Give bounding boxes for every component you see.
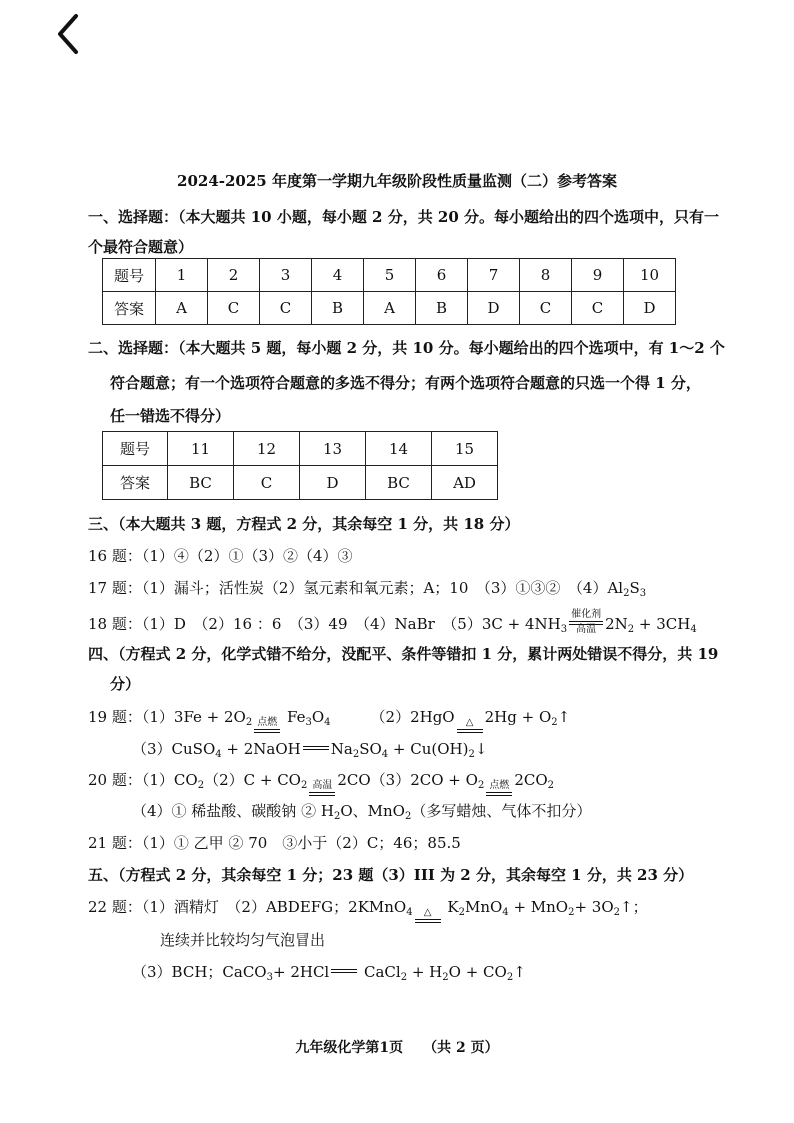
table-cell: 12 <box>234 432 300 466</box>
answer-22-line1: 22 题：（1）酒精灯 （2）ABDEFG；2KMnO$_4$ △ $K_2MnO_4 + MnO_2+$ $3O_2↑$； <box>88 896 648 934</box>
table-row-numbers <box>103 259 676 292</box>
table-row-numbers <box>103 432 498 466</box>
answer-21: 21 题：（1）① 乙甲 ② 70 ③小于（2）C；46；85.5 <box>88 834 461 852</box>
table-cell: 1 <box>156 259 208 292</box>
section2-heading-line3: 任一错选不得分） <box>110 407 231 425</box>
reaction-condition: △ <box>415 908 441 934</box>
table-cell: A <box>364 292 416 325</box>
reaction-condition: 高温 <box>309 781 335 807</box>
table-cell: C <box>260 292 312 325</box>
table-row-label: 答案 <box>103 292 156 325</box>
table-cell: 14 <box>366 432 432 466</box>
reaction-condition: 点燃 <box>254 718 280 744</box>
table-cell: 13 <box>300 432 366 466</box>
reaction-condition: 催化剂 高温 <box>571 609 602 635</box>
table-cell: D <box>624 292 676 325</box>
table-row-answers <box>103 466 498 500</box>
table-cell: BC <box>168 466 234 500</box>
table-cell: 5 <box>364 259 416 292</box>
answer-22-line2: 连续并比较均匀气泡冒出 <box>160 931 326 949</box>
answer-18: 18 题：（1）D （2）16 ：6 （3）49 （4）NaBr $(5)3C + 4NH_3$ 催化剂 高温 $2N_2 + 3CH_4$ <box>88 609 697 635</box>
table-row-label: 题号 <box>103 259 156 292</box>
answer-20-line2: （4）① 稀盐酸、碳酸钠 ② $H_2O$、MnO$_2$（多写蜡烛、气体不扣分） <box>132 802 592 822</box>
table-cell: C <box>520 292 572 325</box>
table-cell: B <box>416 292 468 325</box>
section5-heading: 五、（方程式 2 分，其余每空 1 分；23 题（3）III 为 2 分，其余每空 1 分，共 23 分） <box>88 866 694 884</box>
table-cell: D <box>300 466 366 500</box>
table-cell: BC <box>366 466 432 500</box>
table-cell: 9 <box>572 259 624 292</box>
table-cell: 2 <box>208 259 260 292</box>
table-cell: 8 <box>520 259 572 292</box>
section4-heading-line1: 四、（方程式 2 分，化学式错不给分，没配平、条件等错扣 1 分，累计两处错误不得分，共 19 <box>88 645 719 663</box>
table-cell: B <box>312 292 364 325</box>
table-cell: AD <box>432 466 498 500</box>
table-cell: 7 <box>468 259 520 292</box>
chevron-left-icon <box>52 12 92 56</box>
footer-total: （共 2 页） <box>423 1040 499 1056</box>
section2-heading-line1: 二、选择题：（本大题共 5 题，每小题 2 分，共 10 分。每小题给出的四个选项中，有 1～2 个 <box>88 339 725 357</box>
section2-heading-line2: 符合题意；有一个选项符合题意的多选不得分；有两个选项符合题意的只选一个得 1 分， <box>110 374 701 392</box>
table-cell: C <box>208 292 260 325</box>
answer-19-line2: （3）CuSO$_4$ + 2NaOH $Na_2SO_4$ + $Cu(OH)_2↓$ <box>132 740 488 760</box>
answer-17: 17 题：（1）漏斗；活性炭（2）氢元素和氧元素；A；10 （3）①③② $(4)Al_2S_3$ <box>88 579 647 599</box>
reaction-condition: 点燃 <box>486 781 512 807</box>
section4-heading-line2: 分） <box>110 675 141 693</box>
table-cell: C <box>572 292 624 325</box>
table-row-label: 答案 <box>103 466 168 500</box>
answer-22-line3: （3）BCH；CaCO$_3$+ 2HCl CaCl$_2$ + $H_2O$ + $CO_2↑$ <box>132 963 526 983</box>
page-title: 2024-2025 年度第一学期九年级阶段性质量监测（二）参考答案 <box>177 172 617 190</box>
table-row-label: 题号 <box>103 432 168 466</box>
table-cell: 10 <box>624 259 676 292</box>
table-cell: 3 <box>260 259 312 292</box>
table-cell: D <box>468 292 520 325</box>
back-button[interactable] <box>52 12 92 56</box>
answer-19-line1: 19 题：$(1)3Fe + 2O_2$ 点燃 $Fe_3O_4$ （2）2HgO △ $2Hg + O_2↑$ <box>88 706 570 744</box>
table-cell: C <box>234 466 300 500</box>
answer-16: 16 题：（1）④（2）①（3）②（4）③ <box>88 547 353 565</box>
section1-heading-line1: 一、选择题：（本大题共 10 小题，每小题 2 分，共 20 分。每小题给出的四个选项中，只有一 <box>88 208 720 226</box>
answer-20-line1: 20 题：$(1)CO_2(2)C + CO_2$ 高温 $2CO(3)2CO + O_2$ 点燃 $2CO_2$ <box>88 769 554 807</box>
reaction-condition: △ <box>457 718 483 744</box>
section1-heading-line2: 个最符合题意） <box>88 238 194 256</box>
table-row-answers <box>103 292 676 325</box>
table-cell: 6 <box>416 259 468 292</box>
section3-heading: 三、（本大题共 3 题，方程式 2 分，其余每空 1 分，共 18 分） <box>88 515 520 533</box>
footer-page: 九年级化学第1页 <box>295 1040 404 1056</box>
page-footer <box>0 1037 794 1057</box>
answer-table-2 <box>102 431 498 500</box>
table-cell: 11 <box>168 432 234 466</box>
table-cell: 4 <box>312 259 364 292</box>
table-cell: 15 <box>432 432 498 466</box>
table-cell: A <box>156 292 208 325</box>
answer-table-1 <box>102 258 676 325</box>
